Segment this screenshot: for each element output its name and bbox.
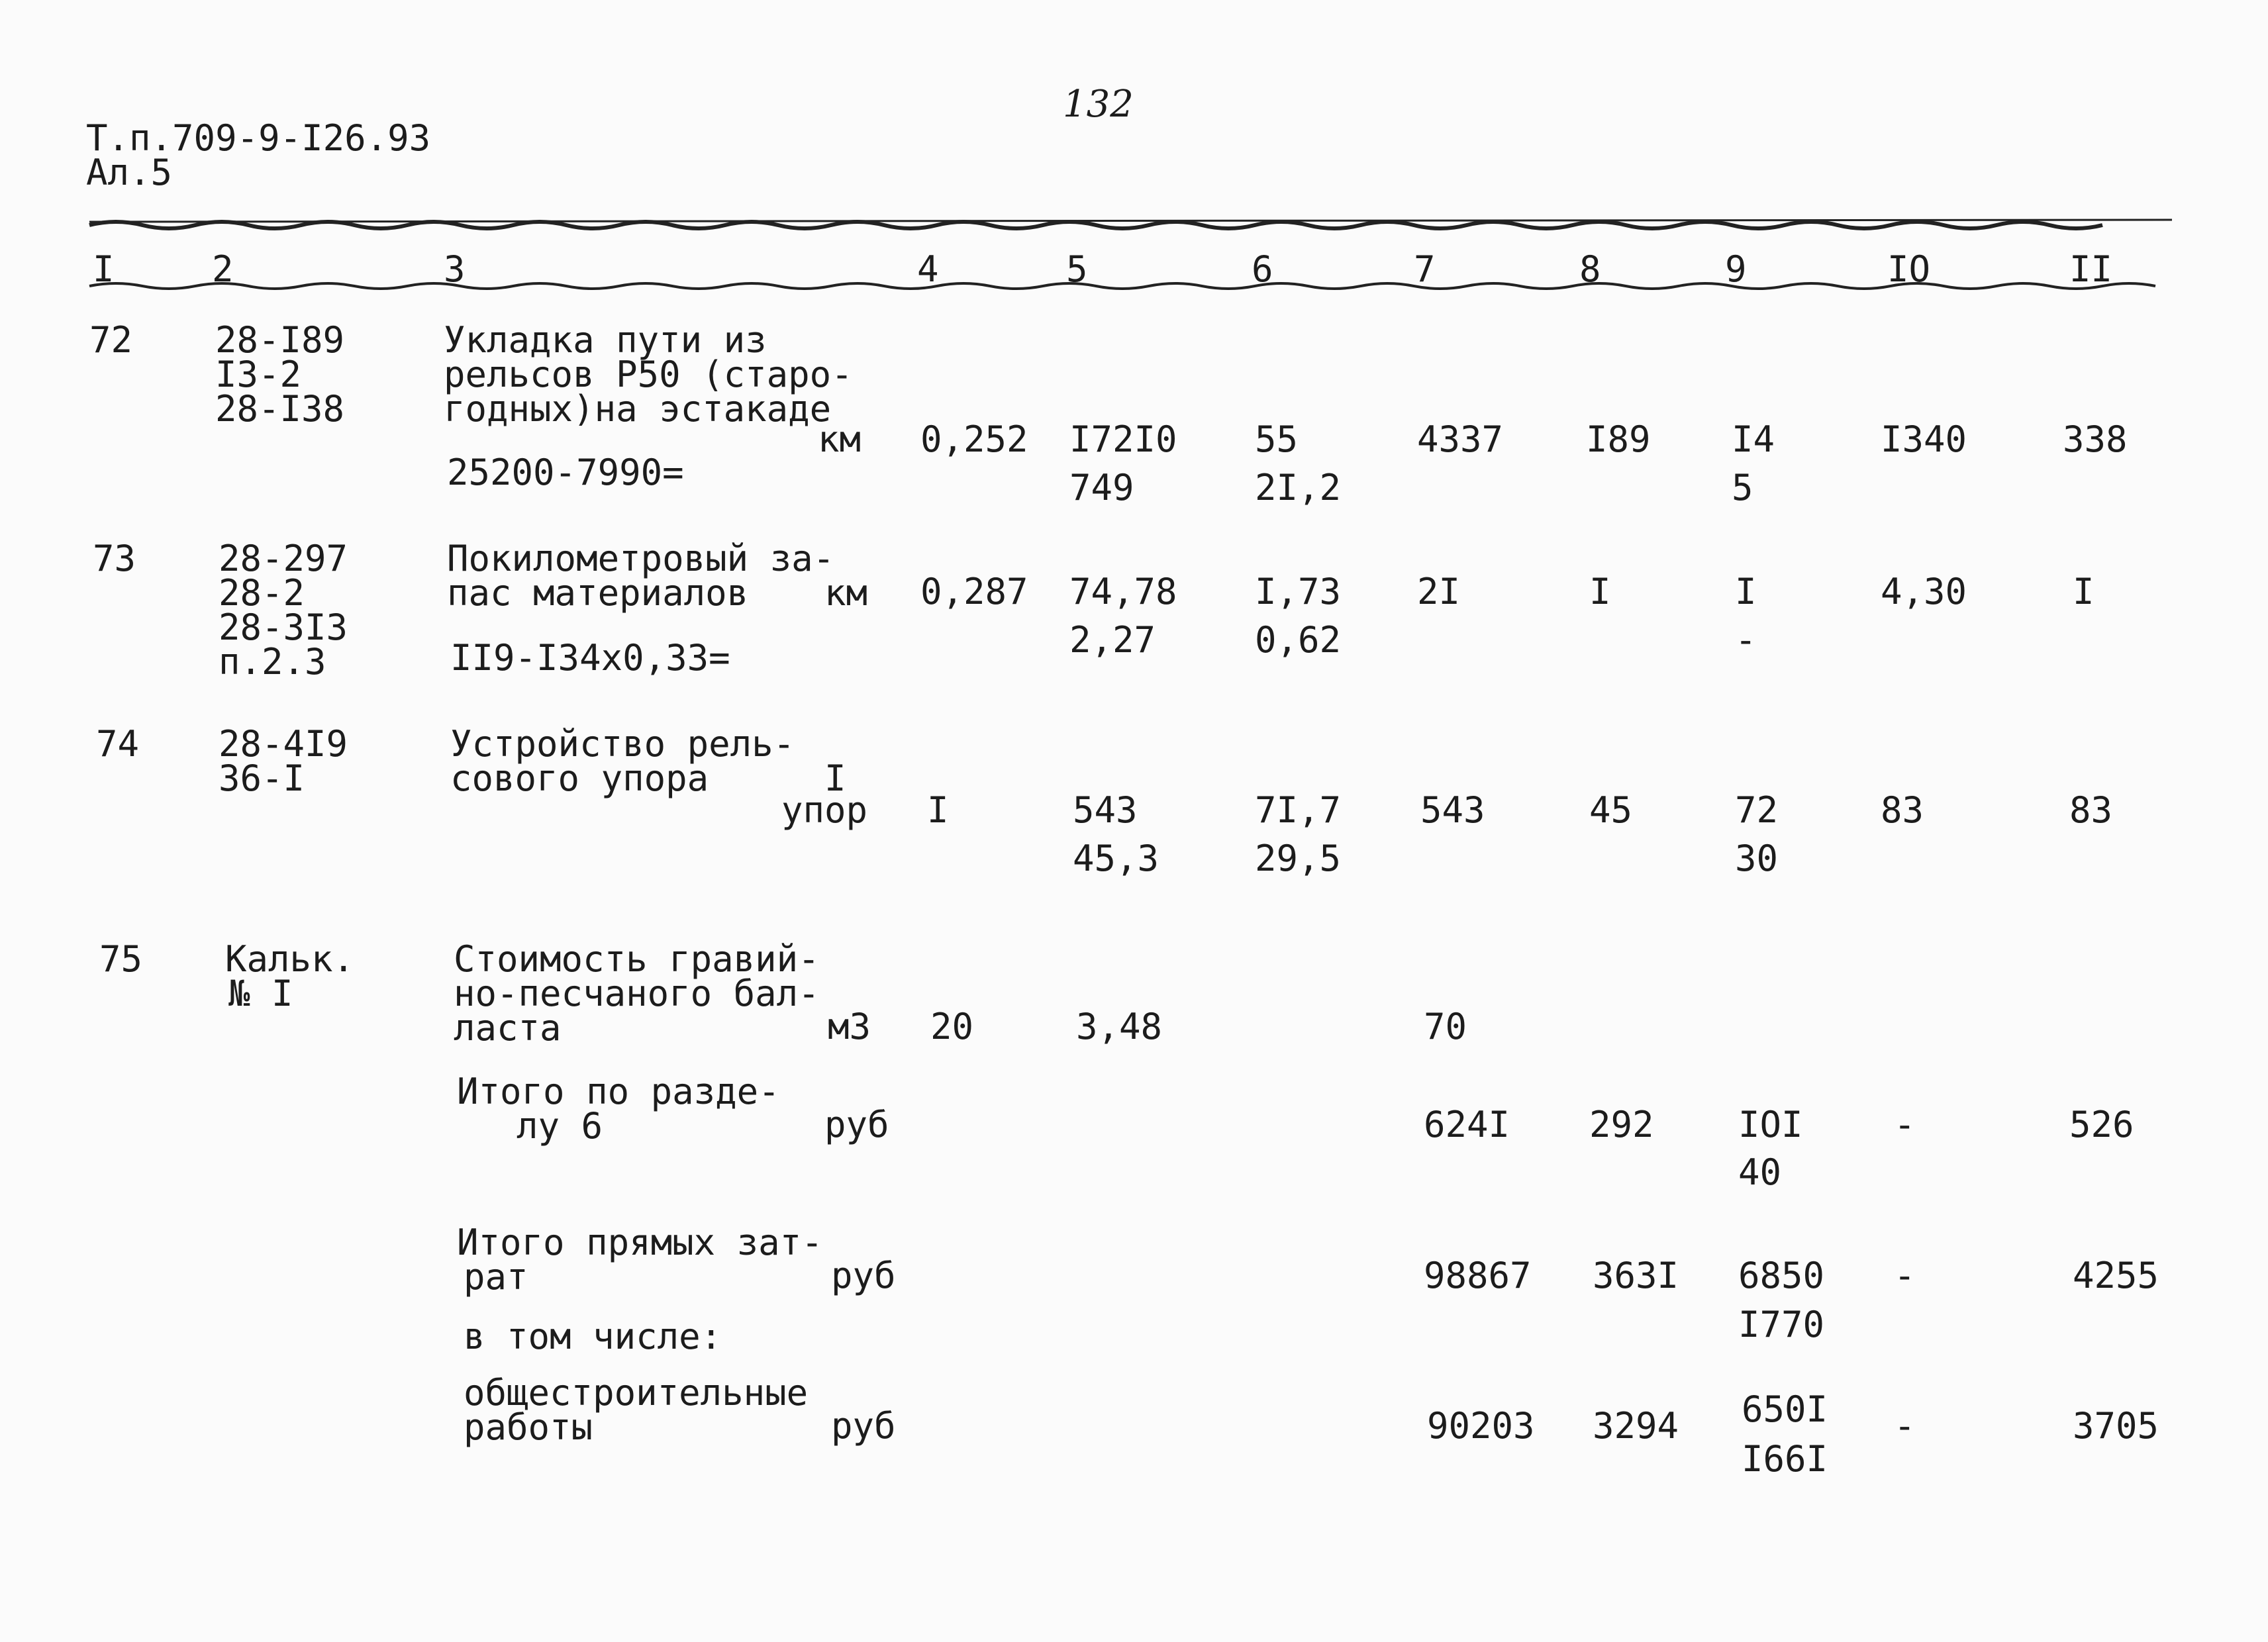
work-description: Стоимость гравий- bbox=[454, 938, 820, 980]
page-number: 132 bbox=[1063, 83, 1134, 126]
column-header-1: I bbox=[93, 248, 115, 290]
total-label: лу 6 bbox=[517, 1105, 603, 1147]
col9-value: IOI bbox=[1738, 1104, 1803, 1145]
col6-value: I,73 bbox=[1255, 571, 1342, 612]
unit-cost: I72I0 bbox=[1069, 418, 1177, 460]
column-header-9: 9 bbox=[1725, 248, 1747, 290]
unit-cost: 3,48 bbox=[1076, 1006, 1163, 1047]
norm-code: 36-I bbox=[219, 757, 305, 799]
norm-code: № I bbox=[228, 973, 293, 1014]
norm-code: 28-3I3 bbox=[219, 606, 348, 648]
work-description: годных)на эстакаде bbox=[444, 388, 832, 430]
work-description: Покилометровый за- bbox=[447, 538, 835, 579]
col6-value: 2I,2 bbox=[1255, 467, 1342, 508]
norm-code: 28-297 bbox=[219, 538, 348, 579]
total-cost: 4337 bbox=[1417, 418, 1504, 460]
total-label: Итого по разде- bbox=[457, 1071, 780, 1112]
unit-cost: 543 bbox=[1073, 789, 1138, 831]
col11-value: 526 bbox=[2069, 1104, 2134, 1145]
total-label: общестроительные bbox=[464, 1372, 809, 1414]
album-number: Ал.5 bbox=[86, 152, 173, 193]
col9-value: - bbox=[1735, 619, 1757, 661]
col6-value: 0,62 bbox=[1255, 619, 1342, 661]
col9-value: 40 bbox=[1738, 1151, 1782, 1193]
unit: руб bbox=[824, 1104, 889, 1145]
norm-code: Кальк. bbox=[225, 938, 355, 980]
work-description: ласта bbox=[454, 1007, 562, 1049]
column-header-7: 7 bbox=[1414, 248, 1436, 290]
total-cost: 90203 bbox=[1427, 1405, 1535, 1447]
total-cost: 98867 bbox=[1424, 1255, 1532, 1296]
col10-value: 83 bbox=[1881, 789, 1924, 831]
col11-value: I bbox=[2073, 571, 2095, 612]
col6-value: 7I,7 bbox=[1255, 789, 1342, 831]
col10-value: 4,30 bbox=[1881, 571, 1967, 612]
col10-value: I340 bbox=[1881, 418, 1967, 460]
calculation-formula: 25200-7990= bbox=[447, 452, 684, 493]
quantity: 20 bbox=[930, 1006, 974, 1047]
col11-value: 4255 bbox=[2073, 1255, 2159, 1296]
column-header-2: 2 bbox=[212, 248, 234, 290]
document-code: Т.п.709-9-I26.93 bbox=[86, 117, 431, 159]
total-label: Итого прямых зат- bbox=[457, 1222, 823, 1263]
work-description: Укладка пути из bbox=[444, 319, 767, 361]
unit-count: I bbox=[824, 757, 846, 799]
total-label: работы bbox=[464, 1406, 593, 1448]
col9-value: I770 bbox=[1738, 1304, 1825, 1345]
col9-value: 6850 bbox=[1738, 1255, 1825, 1296]
work-description: рельсов Р50 (старо- bbox=[444, 354, 853, 395]
column-header-8: 8 bbox=[1579, 248, 1601, 290]
calculation-formula: II9-I34х0,33= bbox=[450, 637, 730, 679]
row-number: 75 bbox=[99, 938, 143, 980]
col6-value: 55 bbox=[1255, 418, 1299, 460]
column-header-5: 5 bbox=[1066, 248, 1088, 290]
col11-value: 3705 bbox=[2073, 1405, 2159, 1447]
work-description: но-песчаного бал- bbox=[454, 973, 820, 1014]
work-description: пас материалов bbox=[447, 572, 749, 614]
quantity: I bbox=[927, 789, 949, 831]
row-number: 74 bbox=[96, 723, 140, 765]
norm-code: п.2.3 bbox=[219, 641, 326, 683]
col9-value: I66I bbox=[1742, 1438, 1828, 1480]
col8-value: 3294 bbox=[1593, 1405, 1679, 1447]
quantity: 0,252 bbox=[920, 418, 1028, 460]
unit: м3 bbox=[828, 1006, 871, 1047]
work-description: Устройство рель- bbox=[450, 723, 795, 765]
col10-value: - bbox=[1894, 1255, 1916, 1296]
col10-value: - bbox=[1894, 1405, 1916, 1447]
unit: км bbox=[824, 572, 868, 614]
col11-value: 83 bbox=[2069, 789, 2113, 831]
col8-value: 363I bbox=[1593, 1255, 1679, 1296]
norm-code: I3-2 bbox=[215, 354, 302, 395]
unit-cost: 74,78 bbox=[1069, 571, 1177, 612]
column-header-4: 4 bbox=[917, 248, 939, 290]
unit-cost-wage: 2,27 bbox=[1069, 619, 1156, 661]
col9-value: 5 bbox=[1732, 467, 1753, 508]
column-header-3: 3 bbox=[444, 248, 466, 290]
norm-code: 28-I89 bbox=[215, 319, 345, 361]
quantity: 0,287 bbox=[920, 571, 1028, 612]
col10-value: - bbox=[1894, 1104, 1916, 1145]
total-label: рат bbox=[464, 1256, 528, 1298]
col11-value: 338 bbox=[2063, 418, 2128, 460]
norm-code: 28-4I9 bbox=[219, 723, 348, 765]
total-cost: 70 bbox=[1424, 1006, 1467, 1047]
row-number: 73 bbox=[93, 538, 136, 579]
unit: руб bbox=[831, 1255, 896, 1296]
unit: руб bbox=[831, 1405, 896, 1447]
total-cost: 543 bbox=[1420, 789, 1485, 831]
col9-value: 72 bbox=[1735, 789, 1779, 831]
unit: упор bbox=[781, 789, 868, 831]
row-number: 72 bbox=[89, 319, 133, 361]
norm-code: 28-I38 bbox=[215, 388, 345, 430]
column-header-10: IO bbox=[1887, 248, 1931, 290]
column-header-11: II bbox=[2069, 248, 2113, 290]
norm-code: 28-2 bbox=[219, 572, 305, 614]
total-cost: 2I bbox=[1417, 571, 1461, 612]
col8-value: I bbox=[1589, 571, 1611, 612]
including-label: в том числе: bbox=[464, 1316, 722, 1357]
col8-value: 292 bbox=[1589, 1104, 1654, 1145]
unit: км bbox=[818, 418, 862, 460]
work-description: сового упора bbox=[450, 757, 709, 799]
total-cost: 624I bbox=[1424, 1104, 1510, 1145]
col9-value: I4 bbox=[1732, 418, 1775, 460]
unit-cost-wage: 749 bbox=[1069, 467, 1134, 508]
col8-value: I89 bbox=[1586, 418, 1651, 460]
col9-value: 650I bbox=[1742, 1388, 1828, 1430]
col9-value: I bbox=[1735, 571, 1757, 612]
column-header-6: 6 bbox=[1252, 248, 1273, 290]
col8-value: 45 bbox=[1589, 789, 1633, 831]
col6-value: 29,5 bbox=[1255, 838, 1342, 879]
unit-cost-wage: 45,3 bbox=[1073, 838, 1159, 879]
col9-value: 30 bbox=[1735, 838, 1779, 879]
